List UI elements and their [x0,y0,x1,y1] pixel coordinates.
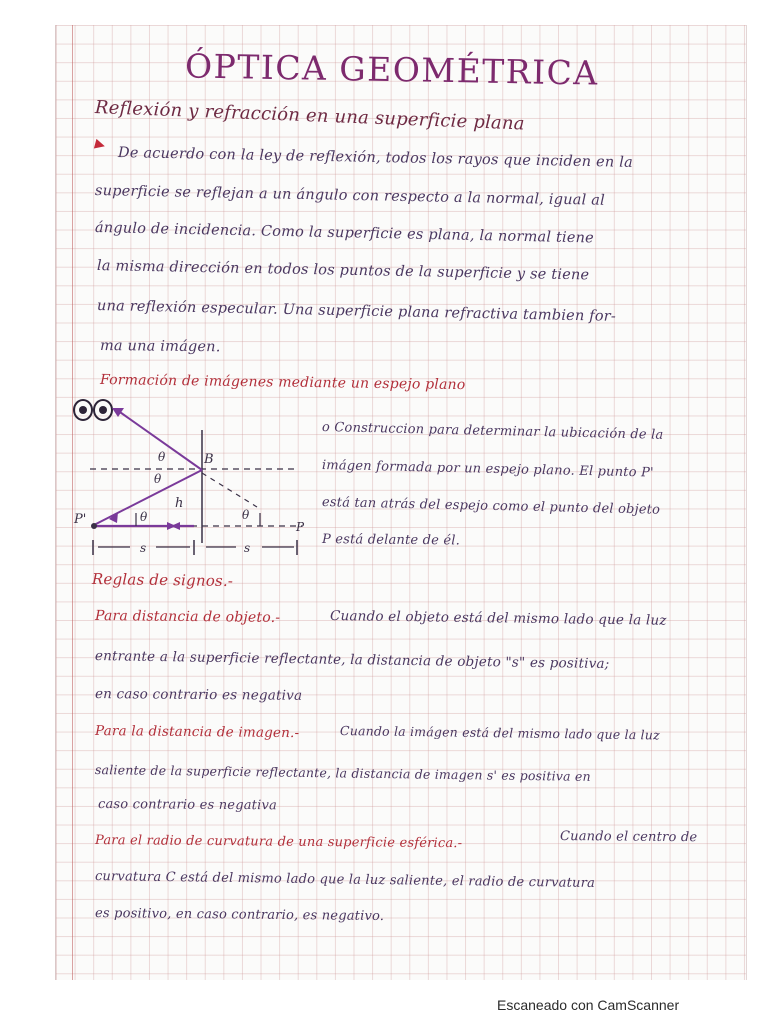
scanner-watermark: Escaneado con CamScanner [497,997,680,1013]
construction-line: o Construccion para determinar la ubicación de la [321,420,664,443]
intro-line: ma una imágen. [99,338,221,356]
construction-line: P está delante de él. [321,532,461,549]
rule-text: es positivo, en caso contrario, es negativo. [94,906,385,925]
mirror-diagram [72,395,312,565]
rule-text: caso contrario es negativa [97,797,278,814]
intro-line: De acuerdo con la ley de reflexión, todos los rayos que inciden en la [117,145,634,171]
label-P-prime: P' [74,512,87,527]
rule-label: Para la distancia de imagen.- [94,723,300,742]
label-P: P [296,520,305,534]
rule-text: Cuando el objeto está del mismo lado que la luz [329,608,667,629]
rule-text: curvatura C está del mismo lado que la luz saliente, el radio de curvatura [94,869,596,891]
section-heading: Formación de imágenes mediante un espejo plano [99,372,466,394]
rule-label: Para distancia de objeto.- [94,608,281,626]
rule-text: entrante a la superficie reflectante, la distancia de objeto "s" es positiva; [94,648,610,673]
intro-line: una reflexión especular. Una superficie plana refractiva tambien for- [96,298,617,325]
label-theta: θ [242,508,250,522]
eye-icon [74,400,112,420]
rule-text: Cuando el centro de [559,829,698,846]
image-point [91,523,97,529]
virtual-ray [202,473,257,507]
intro-line: ángulo de incidencia. Como la superficie es plana, la normal tiene [94,220,595,247]
label-s: s [244,541,251,555]
construction-line: está tan atrás del espejo como el punto del objeto [321,495,661,518]
signs-heading: Reglas de signos.- [91,570,234,590]
intro-line: superficie se reflejan a un ángulo con respecto a la normal, igual al [94,183,606,209]
label-s: s [140,541,147,555]
rule-label: Para el radio de curvatura de una superficie esférica.- [94,833,463,852]
incident-ray [94,470,202,525]
arrowhead-icon [171,522,180,530]
rule-text: Cuando la imágen está del mismo lado que la luz [339,723,660,743]
label-B: B [204,452,214,467]
rule-text: saliente de la superficie reflectante, la distancia de imagen s' es positiva en [94,762,591,784]
label-theta: θ [158,450,166,464]
label-theta: θ [140,510,148,524]
construction-line: imágen formada por un espejo plano. El punto P' [321,458,654,481]
rule-text: en caso contrario es negativa [94,686,303,704]
page-title: ÓPTICA GEOMÉTRICA [184,46,600,93]
intro-line: la misma dirección en todos los puntos de la superficie y se tiene [96,258,590,284]
label-theta: θ [154,472,162,486]
subtitle: Reflexión y refracción en una superficie plana [94,97,526,135]
label-h: h [175,496,184,511]
